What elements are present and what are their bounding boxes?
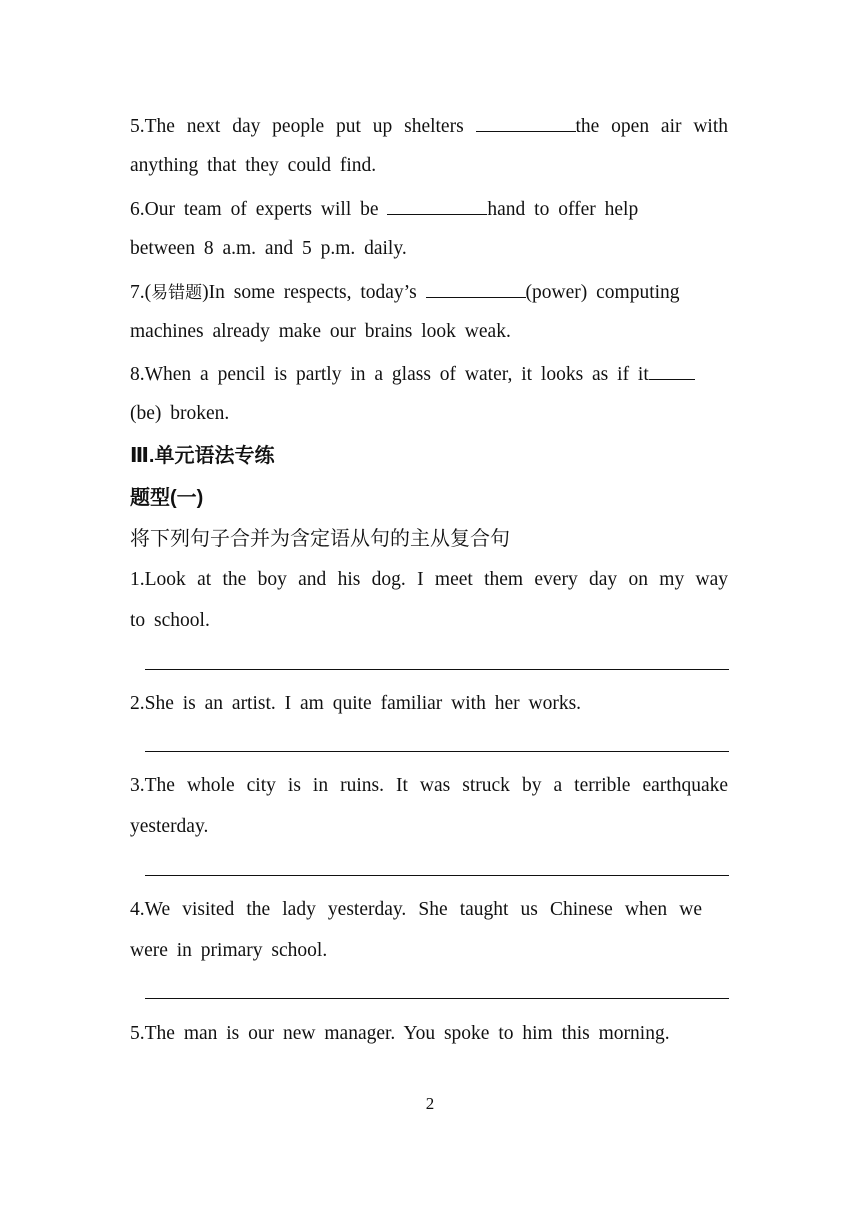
exercise-6-text-before: 6.Our team of experts will be [130,199,388,220]
fill-blank [387,196,487,215]
fill-blank [426,279,526,298]
fill-blank [476,113,576,132]
exercise-5-line-2: anything that they could find. [130,155,377,176]
fill-blank [649,361,695,380]
exercise-8-line-2: (be) broken. [130,403,230,424]
sentence-4-line-1: 4.We visited the lady yesterday. She taught us Chinese when we [130,899,702,920]
exercise-5-line-1 [130,113,728,139]
sentence-4-line-2: were in primary school. [130,940,328,961]
exercise-6-line-2: between 8 a.m. and 5 p.m. daily. [130,238,407,259]
section-instruction: 将下列句子合并为含定语从句的主从复合句 [130,528,510,550]
exercise-5-text-before: 5.The next day people put up shelters [130,116,476,137]
answer-line-3 [145,875,729,876]
exercise-7-text-after: (power) computing [525,282,680,303]
sentence-5-line-1: 5.The man is our new manager. You spoke to him this morning. [130,1023,670,1044]
answer-line-4 [145,998,729,999]
exercise-6-text-after: hand to offer help [487,199,639,220]
exercise-7-prefix: 7.( [130,282,152,303]
sentence-1-line-1: 1.Look at the boy and his dog. I meet them every day on my way [130,569,728,590]
section-heading: Ⅲ.单元语法专练 [130,445,275,467]
sentence-3-line-1: 3.The whole city is in ruins. It was struck by a terrible earthquake [130,775,728,796]
section-subheading: 题型(一) [130,487,204,509]
page-number: 2 [425,1094,435,1113]
answer-line-2 [145,751,729,752]
sentence-1-line-2: to school. [130,610,210,631]
error-prone-tag: 易错题 [151,283,203,303]
exercise-5-text-after: the open air with [575,116,728,137]
exercise-6-line-1 [130,196,670,222]
exercise-7-line-2: machines already make our brains look weak. [130,321,511,342]
answer-line-1 [145,669,729,670]
sentence-3-line-2: yesterday. [130,816,209,837]
exercise-8-line-1 [130,361,728,387]
exercise-7-line-1 [130,279,715,305]
sentence-2-line-1: 2.She is an artist. I am quite familiar with her works. [130,693,582,714]
exercise-8-text: 8.When a pencil is partly in a glass of water, it looks as if it [130,364,649,385]
exercise-7-text-before: )In some respects, today’s [202,282,426,303]
